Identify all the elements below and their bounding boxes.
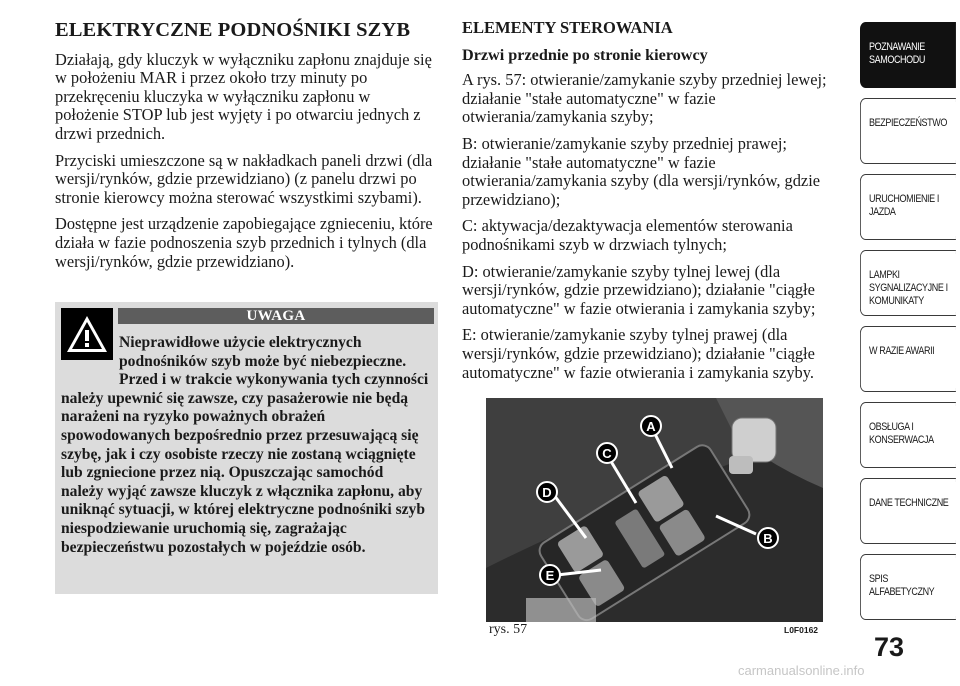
- callout-b-label: B: [763, 531, 773, 546]
- tab-spis-alfabetyczny[interactable]: SPIS ALFABETYCZNY: [860, 554, 956, 620]
- watermark: carmanualsonline.info: [738, 663, 865, 678]
- tab-obsluga-i-konserwacja[interactable]: OBSŁUGA I KONSERWACJA: [860, 402, 956, 468]
- callout-c-label: C: [602, 446, 612, 461]
- controls-heading: ELEMENTY STEROWANIA: [462, 18, 673, 37]
- control-c-description: C: aktywacja/dezaktywacja elementów sterowania podnośnikami szyb w drzwiach tylnych;: [462, 216, 793, 254]
- warning-box: [55, 302, 438, 594]
- figure-caption: rys. 57: [489, 622, 528, 637]
- tab-bezpieczenstwo[interactable]: BEZPIECZEŃSTWO: [860, 98, 956, 164]
- warning-header: UWAGA: [118, 308, 434, 324]
- control-b-description: B: otwieranie/zamykanie szyby przedniej prawej; działanie "stałe automatyczne" w fazie otwierania/zamykania szyby (dla wersji/rynków, gdzie przewidziano);: [462, 134, 821, 209]
- controls-subheading: Drzwi przednie po stronie kierowcy: [462, 45, 708, 64]
- tab-lampki-sygnalizacyjne[interactable]: LAMPKI SYGNALIZACYJNE I KOMUNIKATY: [860, 250, 956, 316]
- paragraph-2: Przyciski umieszczone są w nakładkach paneli drzwi (dla wersji/rynków, gdzie przewidziano) (z panelu drzwi po stronie kierowcy można sterować wszystkimi szybami).: [55, 150, 433, 207]
- left-column: [55, 18, 438, 279]
- page-number: 73: [874, 632, 905, 662]
- chapter-tabs: [856, 22, 960, 622]
- right-column: [462, 18, 847, 390]
- control-e-description: E: otwieranie/zamykanie szyby tylnej prawej (dla wersji/rynków, gdzie przewidziano); działanie "ciągłe automatyczne" w fazie otwierania i zamykania szyby.: [462, 325, 815, 382]
- control-a-description: A rys. 57: otwieranie/zamykanie szyby przedniej lewej; działanie "stałe automatyczne" w fazie otwierania/zamykania szyby;: [462, 70, 827, 127]
- tab-w-razie-awarii[interactable]: W RAZIE AWARII: [860, 326, 956, 392]
- section-title: ELEKTRYCZNE PODNOŚNIKI SZYB: [55, 19, 411, 41]
- tab-dane-techniczne[interactable]: DANE TECHNICZNE: [860, 478, 956, 544]
- figure-code: L0F0162: [784, 625, 819, 635]
- window-switch-figure: [486, 398, 823, 622]
- tab-poznawanie-samochodu[interactable]: POZNAWANIE SAMOCHODU: [860, 22, 956, 88]
- warning-text: Nieprawidłowe użycie elektrycznych podnośników szyb może być niebezpieczne. Przed i w trakcie wykonywania tych czynności należy upewnić się zawsze, czy pasażerowie nie będą narażeni na ryzyko poważnych obrażeń spowodowanych bezpośrednio przez przesuwającą się szybę, jak i czy osobiste rzeczy nie zostaną wciągnięte lub zgniecione przez nią. Opuszczając samochód należy wyjąć zawsze kluczyk z włącznika zapłonu, aby uniknąć sytuacji, w której elektryczne podnośniki szyb niespodziewanie uruchomią się, zagrażając bezpieczeństwu pozostałych w pojeździe osób.: [61, 334, 429, 556]
- control-d-description: D: otwieranie/zamykanie szyby tylnej lewej (dla wersji/rynków, gdzie przewidziano); działanie "ciągłe automatyczne" w fazie otwierania i zamykania szyby;: [462, 261, 816, 318]
- callout-e-label: E: [545, 568, 555, 583]
- callout-d-label: D: [542, 485, 552, 500]
- paragraph-1: Działają, gdy kluczyk w wyłączniku zapłonu znajduje się w położeniu MAR i przez około trzy minuty po przekręceniu kluczyka w wyłączniku zapłonu w położenie STOP lub jest wyjęty i po otwarciu jednych z drzwi przednich.: [55, 49, 432, 143]
- callout-a-label: A: [646, 419, 656, 434]
- paragraph-3: Dostępne jest urządzenie zapobiegające zgnieceniu, które działa w fazie podnoszenia szyb przednich i tylnych (dla wersji/rynków, gdzie przewidziano).: [55, 214, 433, 271]
- tab-uruchomienie-i-jazda[interactable]: URUCHOMIENIE I JAZDA: [860, 174, 956, 240]
